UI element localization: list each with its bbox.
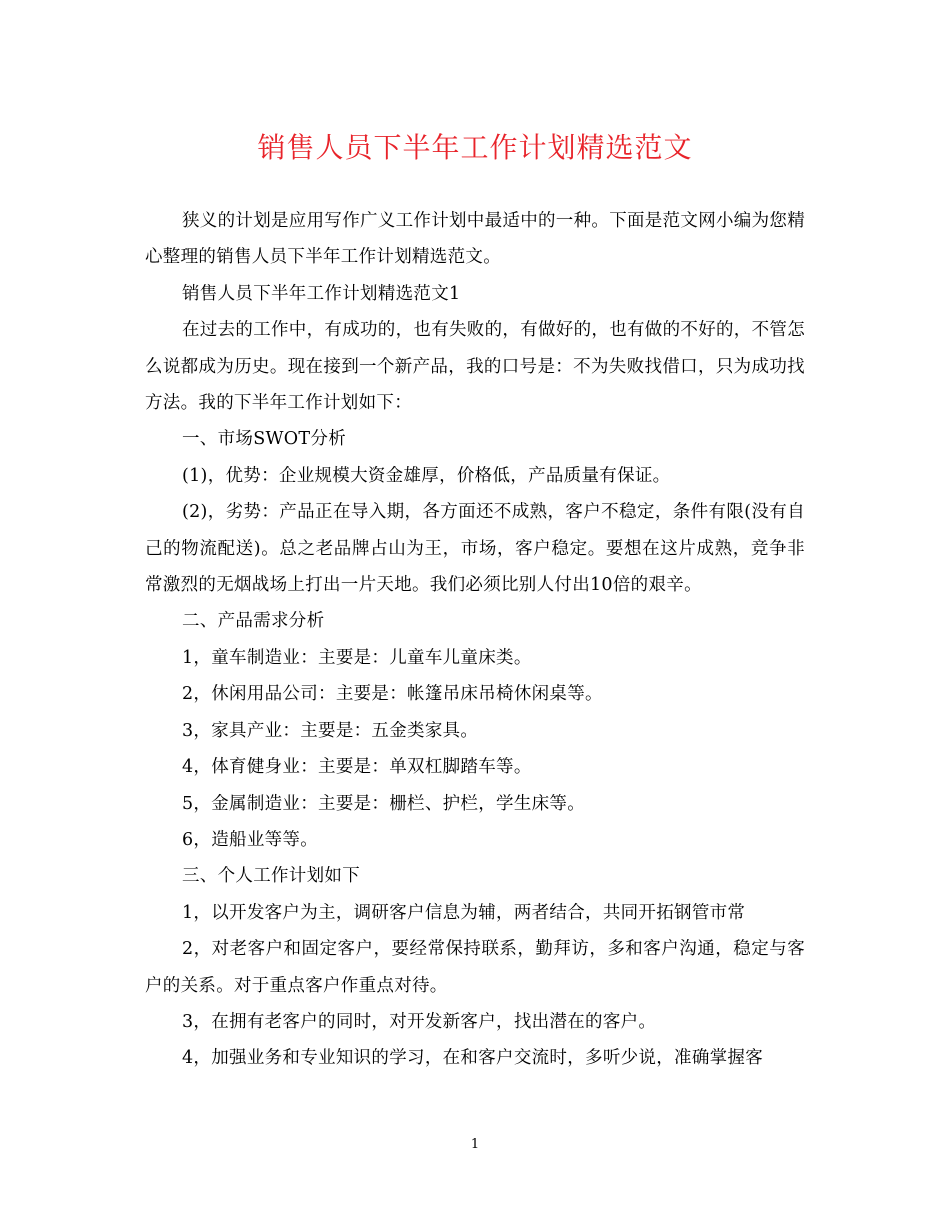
list-item: 3，在拥有老客户的同时，对开发新客户，找出潜在的客户。 [182, 1011, 657, 1032]
document-title: 销售人员下半年工作计划精选范文 [257, 131, 693, 164]
list-item: (1)，优势：企业规模大资金雄厚，价格低，产品质量有保证。 [182, 465, 671, 486]
page-number: 1 [470, 1137, 480, 1152]
section-heading: 三、个人工作计划如下 [182, 866, 360, 887]
section-subtitle: 销售人员下半年工作计划精选范文1 [182, 283, 461, 304]
list-item: 4，体育健身业：主要是：单双杠脚踏车等。 [182, 757, 532, 778]
list-item: 3，家具产业：主要是：五金类家具。 [182, 720, 479, 741]
list-item: 2，休闲用品公司：主要是：帐篷吊床吊椅休闲桌等。 [182, 684, 603, 705]
section-heading: 二、产品需求分析 [182, 611, 325, 632]
section-heading: 一、市场SWOT分析 [182, 429, 346, 450]
list-item: 1，以开发客户为主，调研客户信息为辅，两者结合，共同开拓钢管市常 [182, 902, 746, 923]
list-item: (2)，劣势：产品正在导入期，各方面还不成熟，客户不稳定，条件有限(没有自己的物流配送)。总之老品牌占山为王，市场，客户稳定。要想在这片成熟，竞争非常激烈的无烟战场上打出一片天地。我们必须比别人付出10倍的艰辛。 [145, 502, 805, 596]
list-item: 4，加强业务和专业知识的学习，在和客户交流时，多听少说，准确掌握客 [182, 1048, 764, 1069]
list-item: 5，金属制造业：主要是：栅栏、护栏，学生床等。 [182, 793, 586, 814]
list-item: 6，造船业等等。 [182, 829, 319, 850]
body-paragraph: 在过去的工作中，有成功的，也有失败的，有做好的，也有做的不好的，不管怎么说都成为历史。现在接到一个新产品，我的口号是：不为失败找借口，只为成功找方法。我的下半年工作计划如下： [145, 320, 805, 414]
list-item: 1，童车制造业：主要是：儿童车儿童床类。 [182, 647, 532, 668]
list-item: 2，对老客户和固定客户，要经常保持联系，勤拜访，多和客户沟通，稳定与客户的关系。对于重点客户作重点对待。 [145, 939, 805, 996]
intro-paragraph: 狭义的计划是应用写作广义工作计划中最适中的一种。下面是范文网小编为您精心整理的销售人员下半年工作计划精选范文。 [145, 211, 805, 268]
document-body [145, 203, 805, 1077]
